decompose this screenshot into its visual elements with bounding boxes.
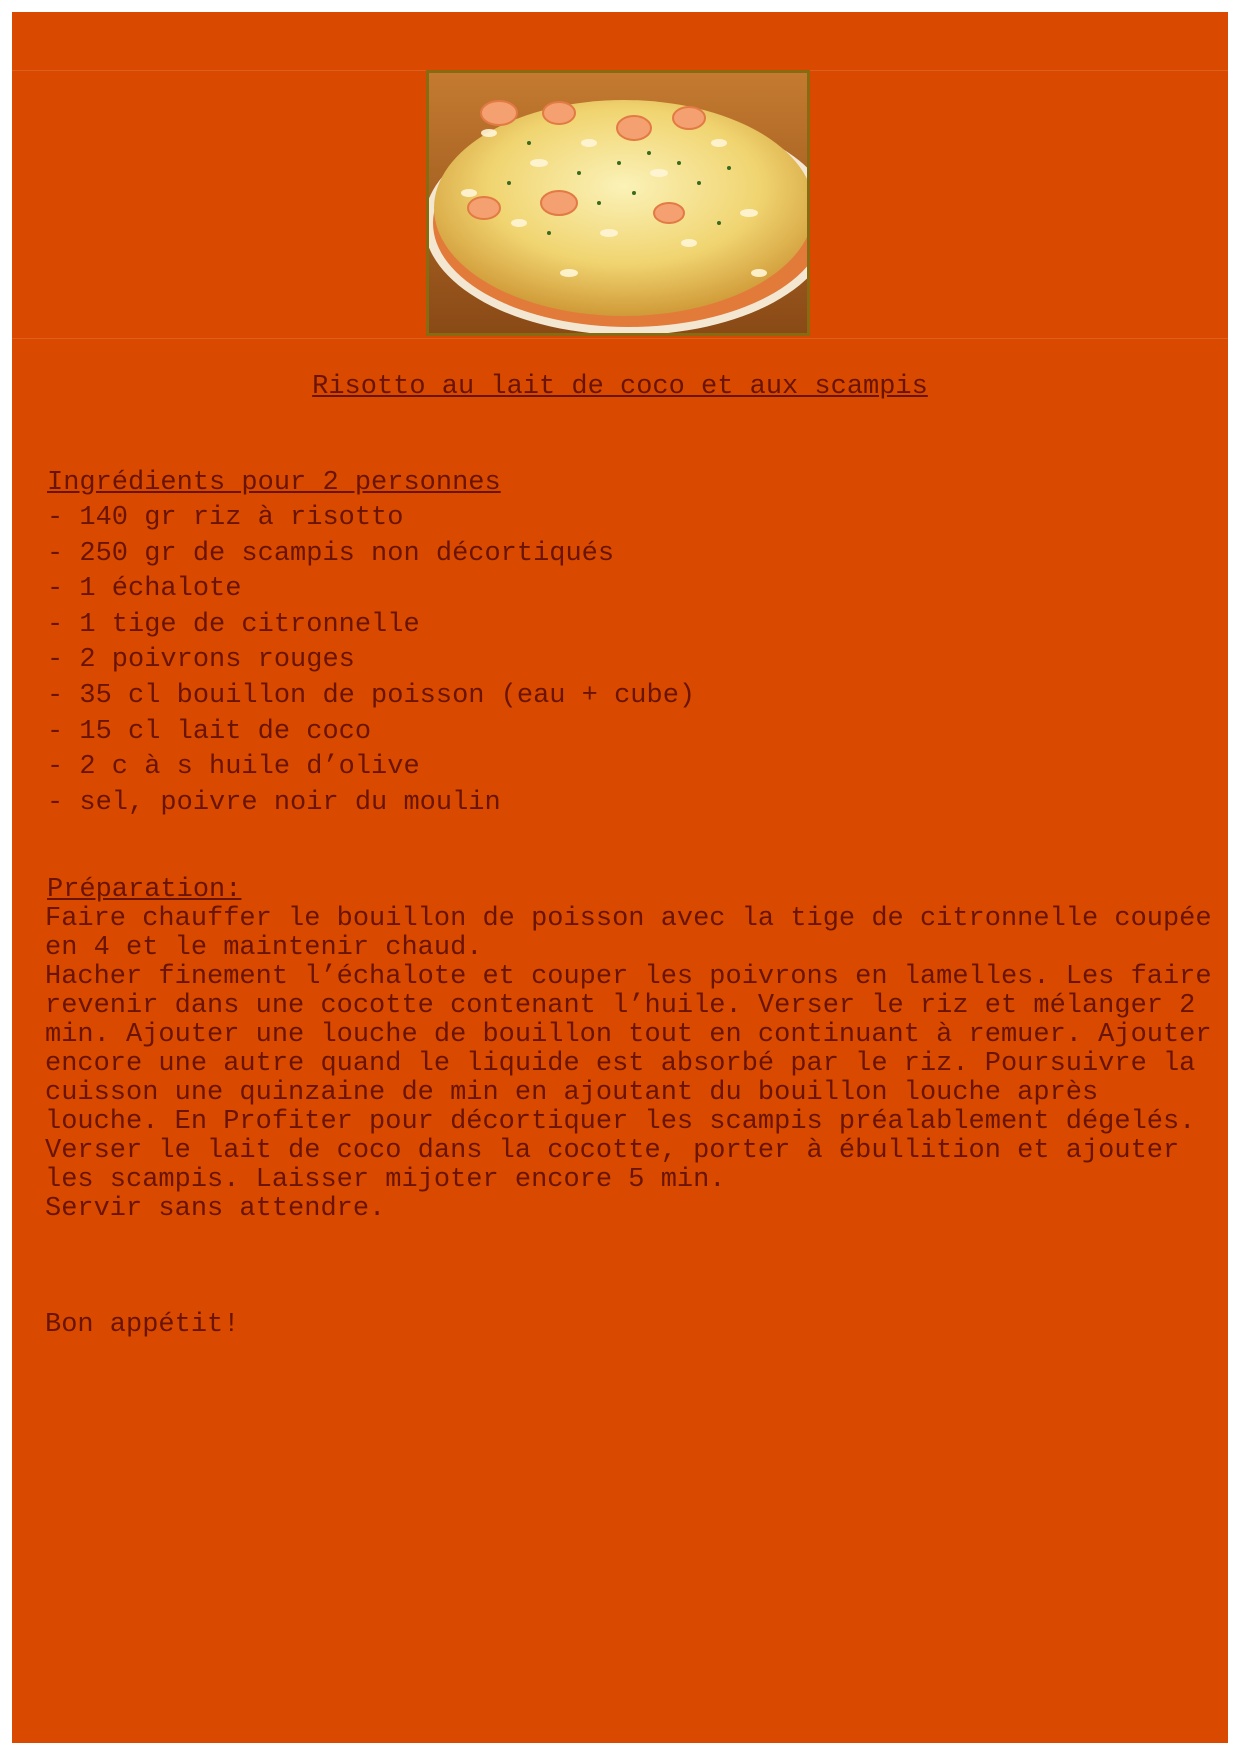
ingredient-item: - 1 échalote <box>47 574 242 605</box>
risotto-photo-icon <box>429 73 807 333</box>
closing-text: Bon appétit! <box>45 1310 240 1340</box>
ingredient-item: - 2 c à s huile d’olive <box>47 752 420 783</box>
preparation-section <box>45 875 1225 1224</box>
ingredient-item: - 250 gr de scampis non décortiqués <box>47 538 615 569</box>
risotto-photo <box>426 70 810 336</box>
ingredient-item: - sel, poivre noir du moulin <box>47 787 501 818</box>
ingredients-list <box>47 501 1197 821</box>
ingredient-item: - 140 gr riz à risotto <box>47 503 404 533</box>
recipe-page <box>12 12 1228 1743</box>
ingredient-item: - 35 cl bouillon de poisson (eau + cube) <box>47 680 696 711</box>
ingredient-item: - 1 tige de citronnelle <box>47 609 420 640</box>
ingredients-section <box>47 466 1197 821</box>
preparation-step: Hacher finement l’échalote et couper les poivrons en lamelles. Les faire revenir dans une cocotte contenant l’huile. Verser le riz et mélanger 2 min. Ajouter une louche de bouillon tout en continuant à remuer. Ajouter encore une autre quand le liquide est absorbé par le riz. Poursuivre la cuisson une quinzaine de min en ajoutant du bouillon louche après louche. En Profiter pour décortiquer les scampis préalablement dégelés. <box>45 962 1212 1137</box>
header-band <box>12 12 1228 71</box>
recipe-title: Risotto au lait de coco et aux scampis <box>312 372 928 402</box>
preparation-step: Verser le lait de coco dans la cocotte, porter à ébullition et ajouter les scampis. Laisser mijoter encore 5 min. <box>45 1136 1180 1195</box>
ingredient-item: - 15 cl lait de coco <box>47 716 372 747</box>
preparation-step: Faire chauffer le bouillon de poisson avec la tige de citronnelle coupée en 4 et le maintenir chaud. <box>45 904 1212 963</box>
preparation-heading: Préparation: <box>47 875 242 905</box>
ingredients-heading: Ingrédients pour 2 personnes <box>47 468 501 498</box>
photo-band <box>12 70 1228 339</box>
preparation-body <box>45 905 1225 1224</box>
ingredient-item: - 2 poivrons rouges <box>47 645 355 676</box>
preparation-step: Servir sans attendre. <box>45 1194 386 1224</box>
